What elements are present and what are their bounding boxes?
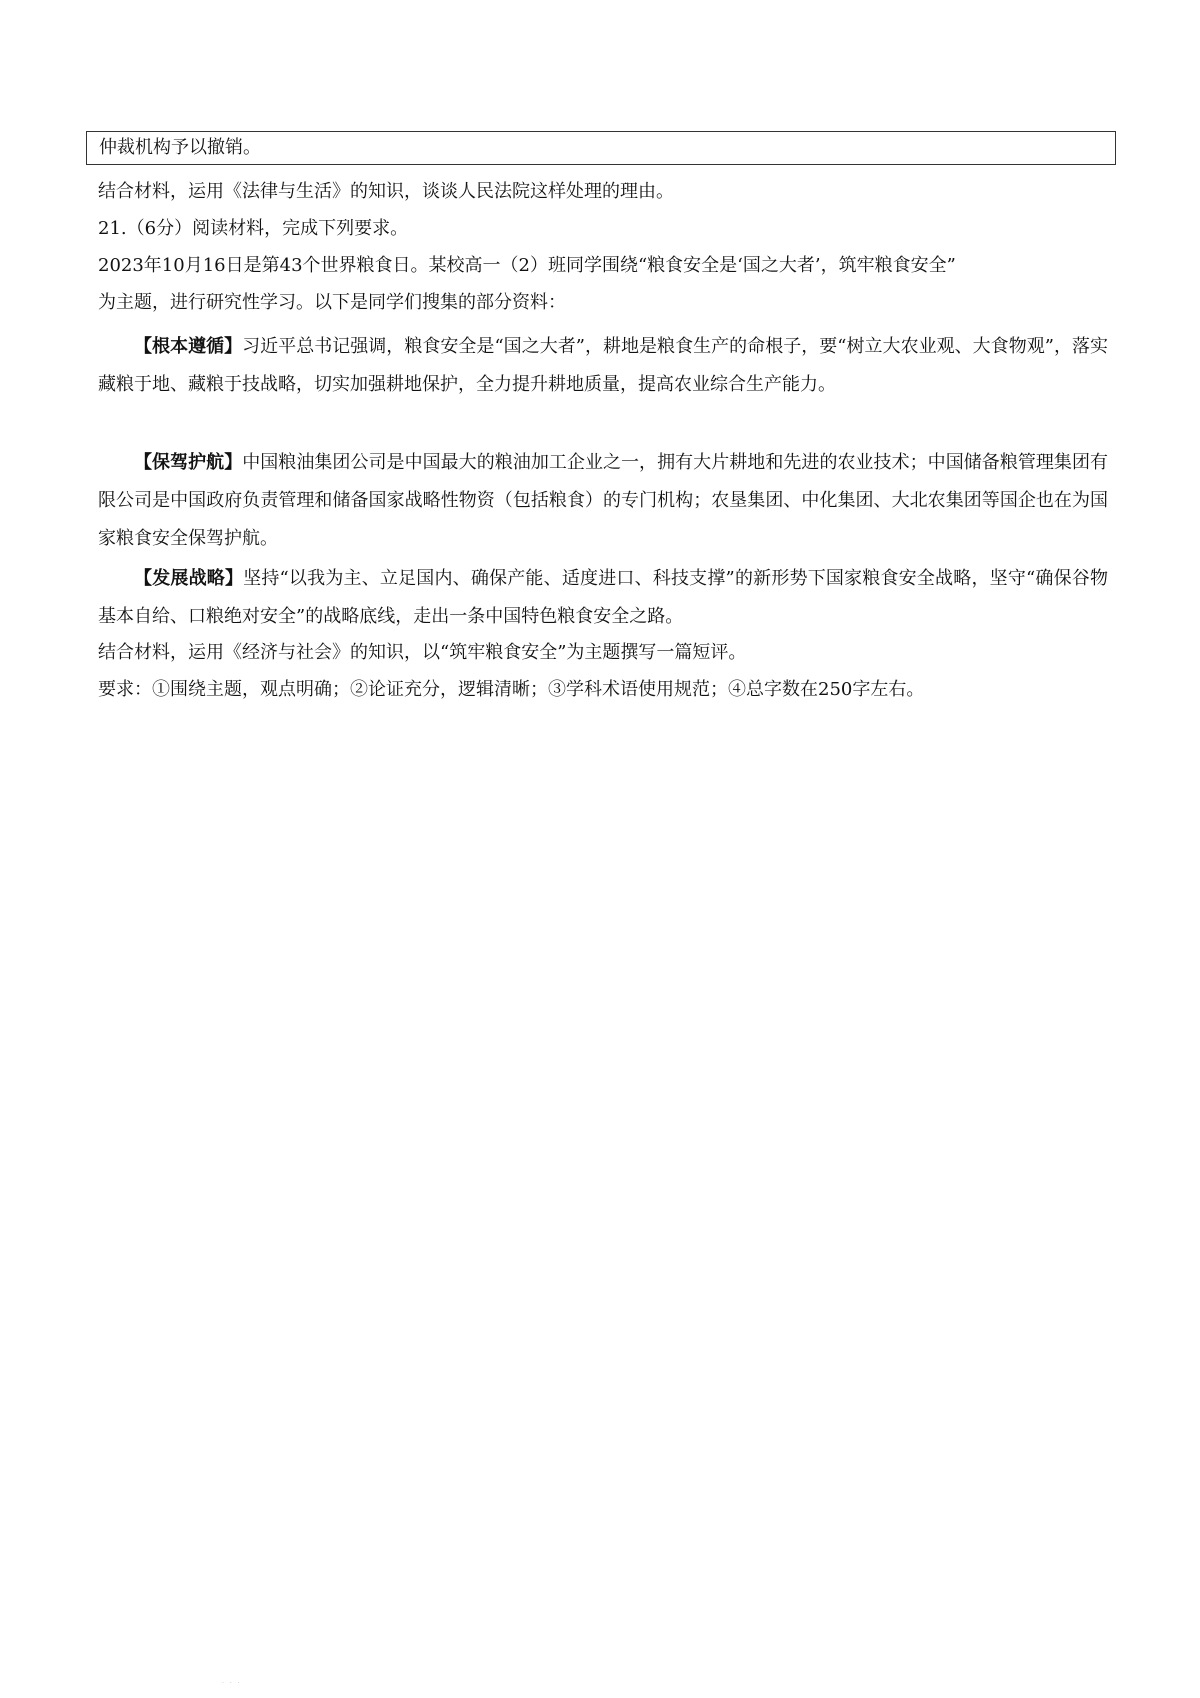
q20-prompt: 结合材料，运用《法律与生活》的知识，谈谈人民法院这样处理的理由。 xyxy=(98,181,674,202)
continuation-text: 仲裁机构予以撤销。 xyxy=(99,137,261,158)
material-text: 坚持“以我为主、立足国内、确保产能、适度进口、科技支撑”的新形势下国家粮食安全战略，坚守“确保谷物基本自给、口粮绝对安全”的战略底线，走出一条中国特色粮食安全之路。 xyxy=(98,568,1108,627)
material-text: 中国粮油集团公司是中国最大的粮油加工企业之一，拥有大片耕地和先进的农业技术；中国储备粮管理集团有限公司是中国政府负责管理和储备国家战略性物资（包括粮食）的专门机构；农垦集团、中化集团、大北农集团等国企也在为国家粮食安全保驾护航。 xyxy=(98,452,1109,549)
material-tag: 【保驾护航】 xyxy=(134,452,243,473)
boxed-material-continuation xyxy=(86,131,1116,165)
q21-requirements: 要求：①围绕主题，观点明确；②论证充分，逻辑清晰；③学科术语使用规范；④总字数在250字左右。 xyxy=(98,679,925,700)
material-escort xyxy=(98,444,1108,558)
q21-intro-line-1: 2023年10月16日是第43个世界粮食日。某校高一（2）班同学围绕“粮食安全是‘国之大者’，筑牢粮食安全” xyxy=(98,255,956,276)
page-footer-mark: · · · xyxy=(222,1680,242,1687)
material-development-strategy xyxy=(98,560,1108,636)
material-text: 习近平总书记强调，粮食安全是“国之大者”，耕地是粮食生产的命根子，要“树立大农业观、大食物观”，落实藏粮于地、藏粮于技战略，切实加强耕地保护，全力提升耕地质量，提高农业综合生产能力。 xyxy=(98,336,1109,395)
material-tag: 【根本遵循】 xyxy=(134,336,243,357)
q21-heading: 21.（6分）阅读材料，完成下列要求。 xyxy=(98,218,409,239)
material-tag: 【发展战略】 xyxy=(134,568,244,589)
material-fundamental-guidance xyxy=(98,328,1108,404)
q21-task: 结合材料，运用《经济与社会》的知识，以“筑牢粮食安全”为主题撰写一篇短评。 xyxy=(98,642,747,663)
q21-intro-line-2: 为主题，进行研究性学习。以下是同学们搜集的部分资料： xyxy=(98,292,566,313)
